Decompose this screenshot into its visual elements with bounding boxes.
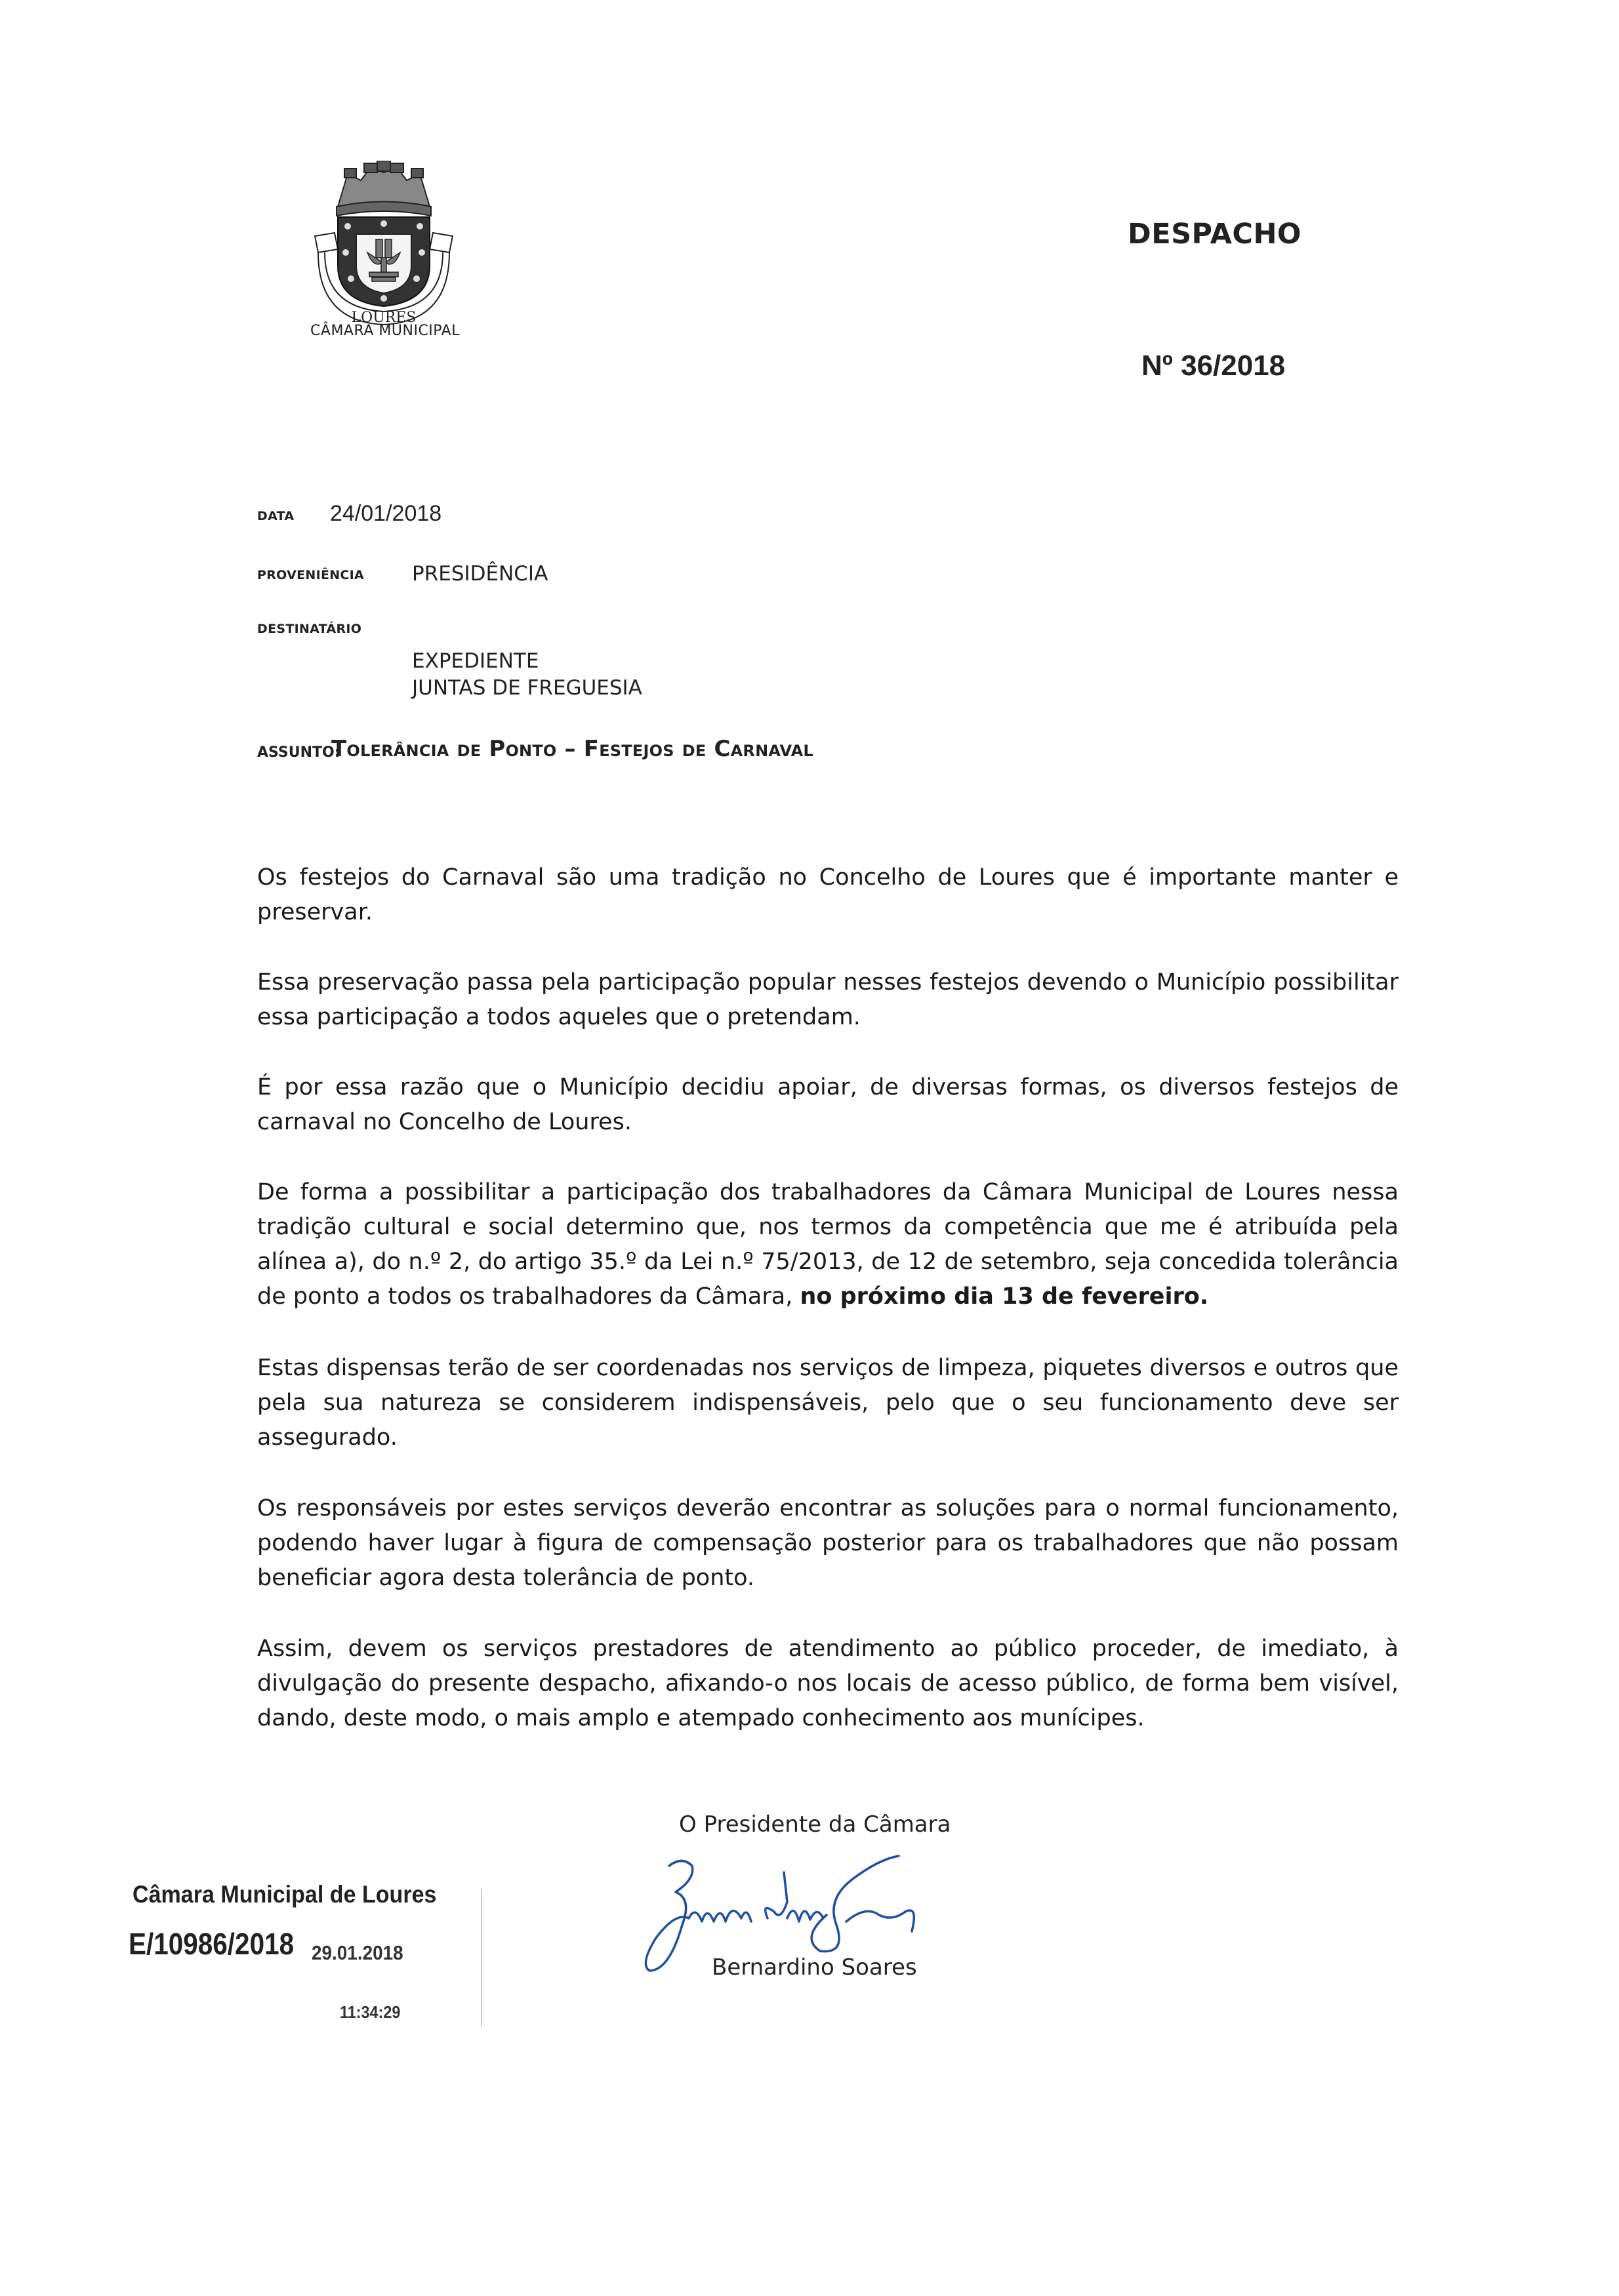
document-number: Nº 36/2018: [1141, 350, 1286, 382]
subject-value: Tolerância de Ponto – Festejos de Carnaval: [331, 736, 813, 762]
body-paragraph: Essa preservação passa pela participação popular nesses festejos devendo o Município possibilitar essa participação a todos aqueles que o pretendam.: [257, 969, 1399, 1030]
decision-paragraph: [257, 1175, 1399, 1314]
stamp-date: 29.01.2018: [312, 1941, 403, 1964]
stamp-time: 11:34:29: [340, 2002, 401, 2022]
body-paragraph: Estas dispensas terão de ser coordenadas nos serviços de limpeza, piquetes diversos e outros que pela sua natureza se considerem indispensáveis, pelo que o seu funcionamento deve ser assegurado.: [257, 1355, 1399, 1451]
body-paragraph: É por essa razão que o Município decidiu apoiar, de diversas formas, os diversos festejos de carnaval no Concelho de Loures.: [257, 1074, 1399, 1135]
municipal-crest-logo: [298, 161, 469, 331]
stamp-reference-number: E/10986/2018: [129, 1927, 295, 1961]
stamp-divider: [481, 1889, 482, 2026]
date-label: DATA: [257, 509, 295, 523]
coat-of-arms-icon: [298, 161, 469, 331]
crest-caption: CÂMARA MUNICIPAL: [310, 323, 460, 339]
origin-label: PROVENIÊNCIA: [257, 568, 365, 582]
signatory-title: O Presidente da Câmara: [679, 1811, 951, 1838]
body-paragraph: Assim, devem os serviços prestadores de atendimento ao público proceder, de imediato, à divulgação do presente despacho, afixando-o nos locais de acesso público, de forma bem visível, dando, deste modo, o mais amplo e atempado conhecimento aos munícipes.: [257, 1636, 1399, 1731]
recipient-item: EXPEDIENTE: [412, 649, 539, 673]
document-type-title: DESPACHO: [1128, 218, 1301, 251]
stamp-organization: Câmara Municipal de Loures: [133, 1881, 437, 1908]
crest-banner-text: LOURES: [351, 310, 417, 326]
origin-value: PRESIDÊNCIA: [412, 562, 548, 586]
body-paragraph: Os festejos do Carnaval são uma tradição no Concelho de Loures que é importante manter e preservar.: [257, 864, 1399, 925]
body-paragraph: Os responsáveis por estes serviços deverão encontrar as soluções para o normal funcionamento, podendo haver lugar à figura de compensação posterior para os trabalhadores que não possam beneficiar agora desta tolerância de ponto.: [257, 1495, 1399, 1591]
subject-label: ASSUNTO:: [257, 744, 340, 761]
decision-date-emphasis: no próximo dia 13 de fevereiro.: [800, 1283, 1209, 1310]
recipient-label: DESTINATÁRIO: [257, 622, 362, 636]
recipient-item: JUNTAS DE FREGUESIA: [412, 676, 642, 700]
decision-text: De forma a possibilitar a participação dos trabalhadores da Câmara Municipal de Loures nessa tradição cultural e social determino que, nos termos da competência que me é atribuída pela alínea a), do n.º 2, do artigo 35.º da Lei n.º 75/2013, de 12 de setembro, seja concedida tolerância de ponto a todos os trabalhadores da Câmara,: [257, 1179, 1399, 1310]
date-value: 24/01/2018: [330, 501, 442, 526]
signatory-name: Bernardino Soares: [712, 1954, 917, 1981]
